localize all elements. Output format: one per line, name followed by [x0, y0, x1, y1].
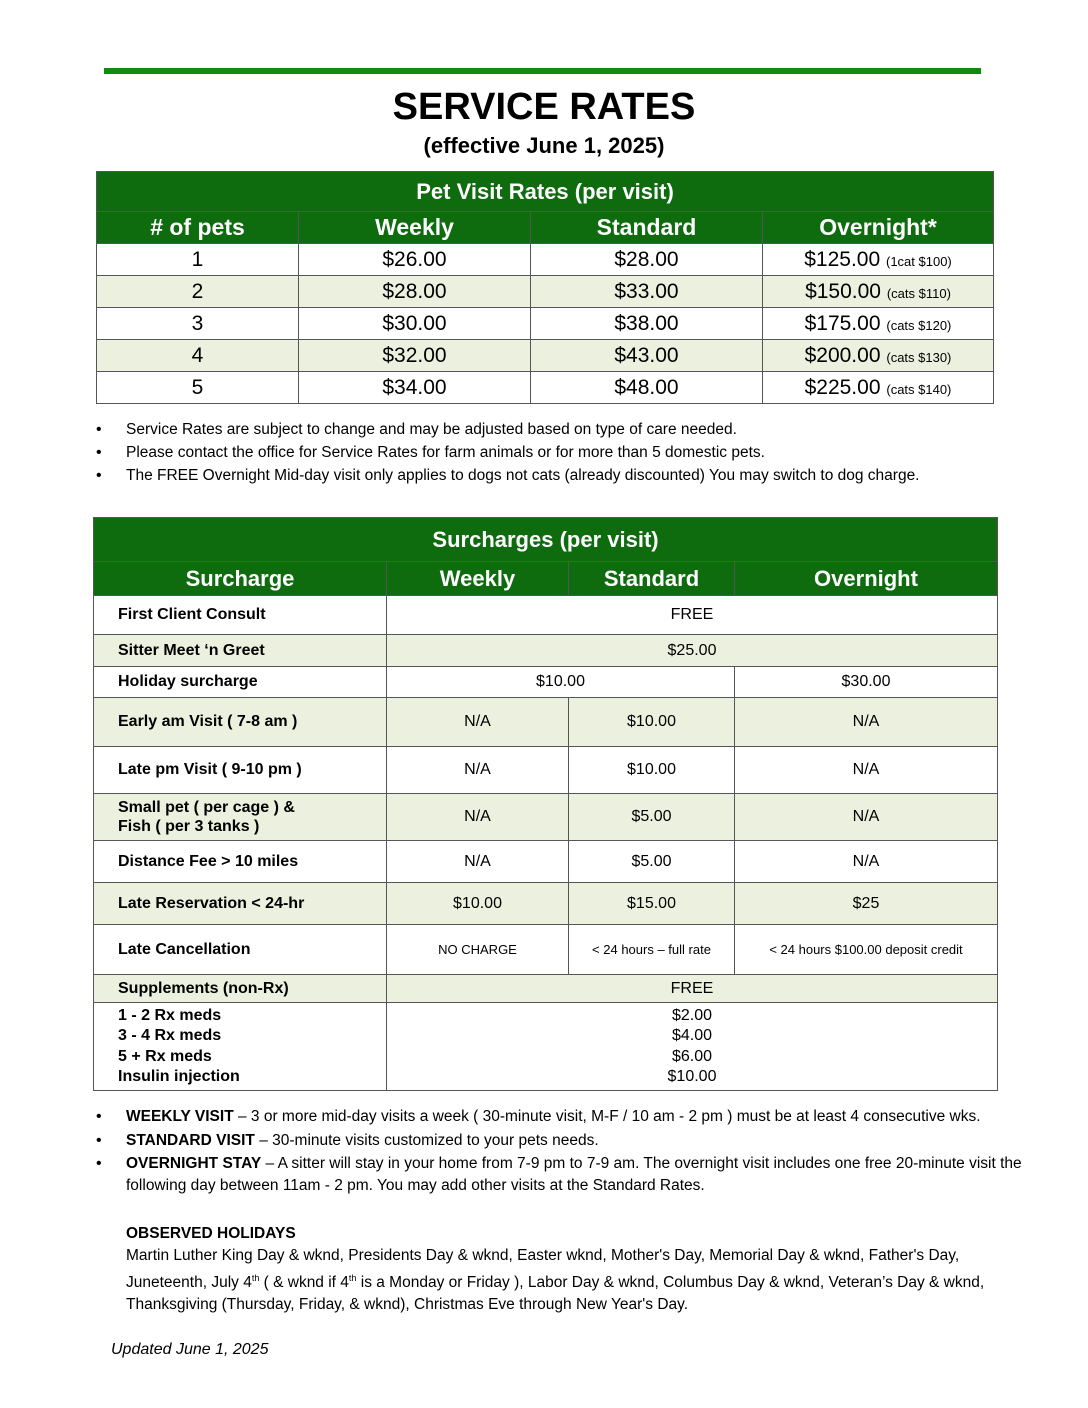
surcharge-value-overnight: $25	[735, 883, 998, 925]
holidays-text-part: is a Monday or Friday ), Labor Day & wknd, Columbus Day & wknd, Veteran’s Day & wknd, Thanksgiving (Thursday, Friday, & wknd), Christmas Eve through New Year's Day.	[126, 1274, 985, 1314]
weekly-rate: $30.00	[299, 308, 531, 340]
table-row	[94, 925, 998, 975]
list-item	[96, 1105, 1026, 1129]
surcharge-value-overnight: N/A	[735, 747, 998, 794]
surcharge-value: FREE	[387, 975, 998, 1003]
holidays-text	[126, 1245, 1036, 1316]
med-label: 1 - 2 Rx meds	[118, 1006, 222, 1024]
pets-count: 3	[97, 308, 299, 340]
effective-date: (effective June 1, 2025)	[423, 133, 665, 158]
medication-labels	[94, 1003, 387, 1091]
overnight-rate-cell	[763, 340, 994, 372]
pets-count: 1	[97, 244, 299, 276]
overnight-rate-cell	[763, 244, 994, 276]
cat-rate-note: (cats $110)	[886, 285, 951, 301]
holidays-heading: OBSERVED HOLIDAYS	[126, 1225, 296, 1242]
table-row	[97, 340, 994, 372]
surcharge-value-weekly-standard: $10.00	[387, 667, 735, 698]
surcharge-value-overnight: < 24 hours $100.00 deposit credit	[735, 925, 998, 975]
standard-rate: $28.00	[531, 244, 763, 276]
cat-rate-note: (cats $120)	[886, 317, 952, 333]
overnight-rate: $200.00	[804, 343, 881, 367]
list-item: • Please contact the office for Service Rates for farm animals or for more than 5 domestic pets.	[96, 441, 920, 464]
ordinal-suffix: th	[348, 1273, 357, 1283]
holidays-text-part: ( & wknd if 4	[259, 1274, 349, 1292]
overnight-rate-cell	[763, 276, 994, 308]
column-header-overnight: Overnight*	[763, 212, 994, 244]
surcharge-value-overnight: N/A	[735, 698, 998, 747]
surcharge-value-weekly: N/A	[387, 794, 569, 841]
surcharge-value-overnight: $30.00	[735, 667, 998, 698]
cat-rate-note: (cats $130)	[886, 349, 952, 365]
med-price: $2.00	[671, 1006, 713, 1024]
surcharge-label: Distance Fee > 10 miles	[94, 841, 387, 883]
standard-rate: $48.00	[531, 372, 763, 404]
definition-text: – 30-minute visits customized to your pets needs.	[254, 1132, 599, 1149]
surcharge-label: Supplements (non-Rx)	[94, 975, 387, 1003]
column-header-pets: # of pets	[97, 212, 299, 244]
standard-rate: $38.00	[531, 308, 763, 340]
surcharge-value-weekly: N/A	[387, 747, 569, 794]
table-row	[94, 596, 998, 635]
label-line: Small pet ( per cage ) &	[118, 799, 295, 816]
surcharge-value: $25.00	[387, 635, 998, 667]
medication-prices	[387, 1003, 998, 1091]
surcharge-value-standard: $15.00	[569, 883, 735, 925]
med-label: 3 - 4 Rx meds	[118, 1027, 222, 1044]
weekly-rate: $28.00	[299, 276, 531, 308]
surcharge-value-weekly: NO CHARGE	[387, 925, 569, 975]
surcharge-value-weekly: N/A	[387, 841, 569, 883]
surcharge-value-standard: $5.00	[569, 841, 735, 883]
med-label: Insulin injection	[118, 1068, 240, 1085]
surcharge-value-standard: < 24 hours – full rate	[569, 925, 735, 975]
overnight-rate: $225.00	[804, 375, 881, 399]
med-price: $6.00	[671, 1047, 713, 1065]
pet-visit-rates-table	[96, 171, 994, 404]
cat-rate-note: (1cat $100)	[886, 253, 952, 269]
page-title: SERVICE RATES	[392, 86, 696, 128]
ordinal-suffix: th	[251, 1273, 260, 1283]
pets-count: 2	[97, 276, 299, 308]
weekly-rate: $34.00	[299, 372, 531, 404]
surcharge-label: Late Reservation < 24-hr	[94, 883, 387, 925]
definition-text: – 3 or more mid-day visits a week ( 30-minute visit, M-F / 10 am - 2 pm ) must be at least 4 consecutive wks.	[233, 1108, 981, 1125]
surcharge-label: Sitter Meet ‘n Greet	[94, 635, 387, 667]
surcharge-label	[94, 794, 387, 841]
table-row	[94, 635, 998, 667]
table-row	[94, 667, 998, 698]
pets-count: 4	[97, 340, 299, 372]
table-row	[94, 883, 998, 925]
table-row	[97, 308, 994, 340]
surcharge-value-weekly: $10.00	[387, 883, 569, 925]
table-row	[97, 276, 994, 308]
column-header-standard: Standard	[569, 562, 735, 596]
overnight-rate-cell	[763, 372, 994, 404]
surcharge-value-overnight: N/A	[735, 841, 998, 883]
list-item	[96, 1129, 1026, 1153]
overnight-rate: $150.00	[805, 279, 881, 303]
table-row	[97, 244, 994, 276]
surcharge-label: Late pm Visit ( 9-10 pm )	[94, 747, 387, 794]
standard-rate: $43.00	[531, 340, 763, 372]
surcharge-label: Early am Visit ( 7-8 am )	[94, 698, 387, 747]
table-row	[94, 841, 998, 883]
column-header-standard: Standard	[531, 212, 763, 244]
top-green-rule	[104, 68, 981, 74]
visit-definitions-list	[96, 1105, 1026, 1197]
surcharge-value-standard: $10.00	[569, 698, 735, 747]
table-row	[94, 1003, 998, 1091]
overnight-rate-cell	[763, 308, 994, 340]
surcharge-label: First Client Consult	[94, 596, 387, 635]
list-item: • Service Rates are subject to change and may be adjusted based on type of care needed.	[96, 418, 920, 441]
definition-term: STANDARD VISIT	[126, 1132, 255, 1149]
column-header-weekly: Weekly	[387, 562, 569, 596]
cat-rate-note: (cats $140)	[886, 381, 952, 397]
table-row	[94, 975, 998, 1003]
overnight-rate: $175.00	[804, 311, 881, 335]
table-caption: Pet Visit Rates (per visit)	[97, 172, 994, 212]
surcharge-label: Holiday surcharge	[94, 667, 387, 698]
overnight-rate: $125.00	[804, 247, 881, 271]
med-label: 5 + Rx meds	[118, 1047, 212, 1065]
rate-notes-list	[96, 418, 920, 487]
label-line: Fish ( per 3 tanks )	[118, 818, 260, 835]
surcharge-value-overnight: N/A	[735, 794, 998, 841]
standard-rate: $33.00	[531, 276, 763, 308]
med-price: $10.00	[667, 1068, 717, 1085]
table-caption: Surcharges (per visit)	[94, 518, 998, 562]
weekly-rate: $32.00	[299, 340, 531, 372]
updated-date: Updated June 1, 2025	[111, 1341, 269, 1358]
observed-holidays	[126, 1223, 1036, 1316]
pets-count: 5	[97, 372, 299, 404]
table-row	[94, 794, 998, 841]
med-price: $4.00	[671, 1027, 713, 1044]
column-header-surcharge: Surcharge	[94, 562, 387, 596]
surcharge-value-weekly: N/A	[387, 698, 569, 747]
weekly-rate: $26.00	[299, 244, 531, 276]
definition-text: – A sitter will stay in your home from 7-9 pm to 7-9 am. The overnight visit includes one free 20-minute visit the following day between 11am - 2 pm. You may add other visits at the Standard Rates.	[126, 1155, 1022, 1194]
table-row	[94, 698, 998, 747]
definition-term: WEEKLY VISIT	[126, 1108, 234, 1125]
surcharge-value-standard: $10.00	[569, 747, 735, 794]
list-item: • The FREE Overnight Mid-day visit only applies to dogs not cats (already discounted) You may switch to dog charge.	[96, 464, 920, 487]
surcharge-value-standard: $5.00	[569, 794, 735, 841]
table-row	[97, 372, 994, 404]
surcharge-value: FREE	[387, 596, 998, 635]
surcharges-table	[93, 517, 998, 1091]
table-row	[94, 747, 998, 794]
list-item	[96, 1153, 1026, 1197]
column-header-weekly: Weekly	[299, 212, 531, 244]
column-header-overnight: Overnight	[735, 562, 998, 596]
surcharge-label: Late Cancellation	[94, 925, 387, 975]
holidays-text-part: Martin Luther King Day & wknd, Presidents Day & wknd, Easter wknd, Mother's Day, Memorial Day & wknd, Father's Day, Juneteenth, July 4	[126, 1247, 960, 1292]
definition-term: OVERNIGHT STAY	[126, 1155, 262, 1172]
